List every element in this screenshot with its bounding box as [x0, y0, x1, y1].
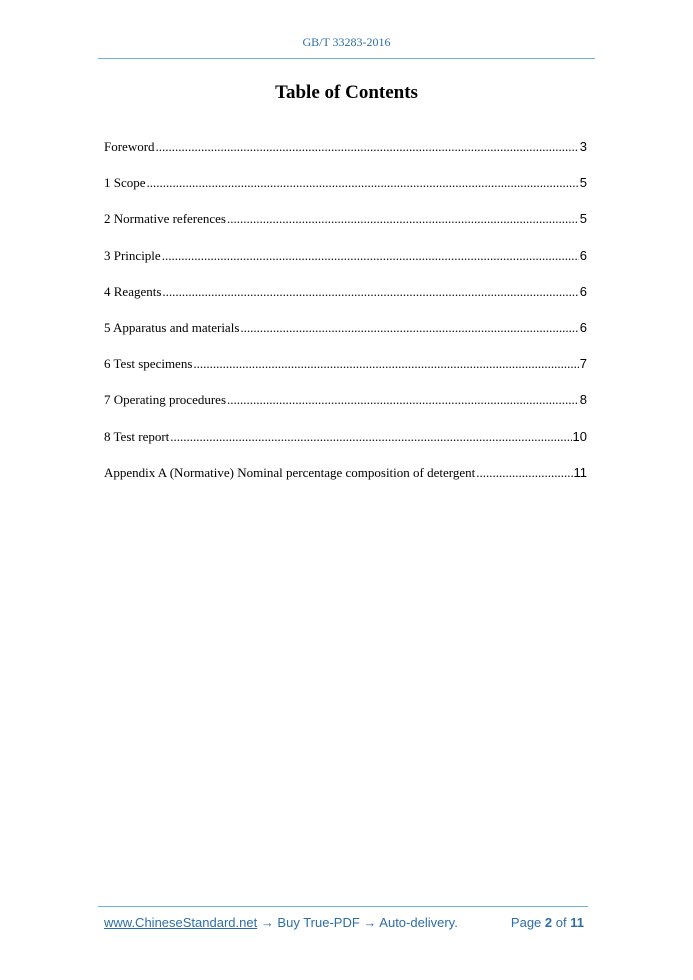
toc-entry-label: Appendix A (Normative) Nominal percentage composition of detergent	[104, 464, 476, 480]
toc-entry-page: 10	[572, 428, 587, 444]
toc-entry-label: 6 Test specimens	[104, 356, 193, 372]
site-link[interactable]: www.ChineseStandard.net	[104, 915, 258, 930]
toc-leader-dots	[240, 319, 578, 337]
toc-entry-apparatus[interactable]	[104, 319, 587, 355]
toc-entry-normative-references[interactable]	[104, 210, 587, 246]
toc-entry-page: 6	[579, 319, 587, 335]
toc-leader-dots	[227, 391, 579, 409]
toc-entry-label: 8 Test report	[104, 428, 170, 444]
toc-entry-label: 4 Reagents	[104, 283, 162, 299]
toc-entry-page: 3	[579, 139, 587, 154]
total-pages-number: 11	[570, 915, 584, 930]
toc-entry-label: 2 Normative references	[104, 211, 226, 227]
footer-promo	[104, 915, 458, 930]
toc-leader-dots	[156, 138, 579, 156]
toc-entry-page: 7	[579, 356, 587, 372]
toc-leader-dots	[162, 247, 579, 265]
page-header-code: GB/T 33283-2016	[302, 35, 391, 49]
toc-entry-label: 5 Apparatus and materials	[104, 319, 240, 335]
toc-entry-scope[interactable]	[104, 174, 587, 210]
toc-leader-dots	[193, 355, 578, 373]
page-word: Page	[510, 915, 542, 930]
current-page-number: 2	[544, 915, 553, 930]
page-title: Table of Contents	[275, 82, 418, 103]
toc-entry-label: 7 Operating procedures	[104, 392, 227, 408]
toc-entry-test-specimens[interactable]	[104, 355, 587, 391]
toc-entry-principle[interactable]	[104, 247, 587, 283]
toc-entry-reagents[interactable]	[104, 283, 587, 319]
page-footer	[104, 915, 584, 930]
toc-leader-dots	[170, 428, 571, 446]
toc-leader-dots	[476, 464, 572, 482]
toc-entry-foreword[interactable]	[104, 138, 587, 174]
toc-leader-dots	[147, 174, 579, 192]
toc-leader-dots	[162, 283, 578, 301]
toc-entry-appendix-a[interactable]	[104, 464, 587, 500]
page-indicator	[511, 915, 584, 930]
toc-list	[104, 138, 587, 500]
header-divider	[98, 58, 595, 59]
toc-entry-page: 11	[573, 464, 587, 480]
toc-entry-page: 5	[579, 175, 587, 191]
toc-entry-label: 3 Principle	[104, 247, 161, 263]
footer-promo-text: → Buy True-PDF → Auto-delivery.	[257, 915, 458, 930]
toc-entry-page: 8	[579, 392, 587, 408]
of-word: of	[555, 915, 567, 930]
toc-entry-page: 6	[579, 283, 587, 299]
toc-entry-label: Foreword	[104, 139, 155, 154]
toc-entry-test-report[interactable]	[104, 428, 587, 464]
toc-entry-operating-procedures[interactable]	[104, 391, 587, 427]
toc-leader-dots	[227, 210, 579, 228]
toc-entry-page: 6	[579, 247, 587, 263]
toc-entry-page: 5	[579, 211, 587, 227]
toc-entry-label: 1 Scope	[104, 175, 146, 191]
footer-divider	[98, 906, 588, 907]
